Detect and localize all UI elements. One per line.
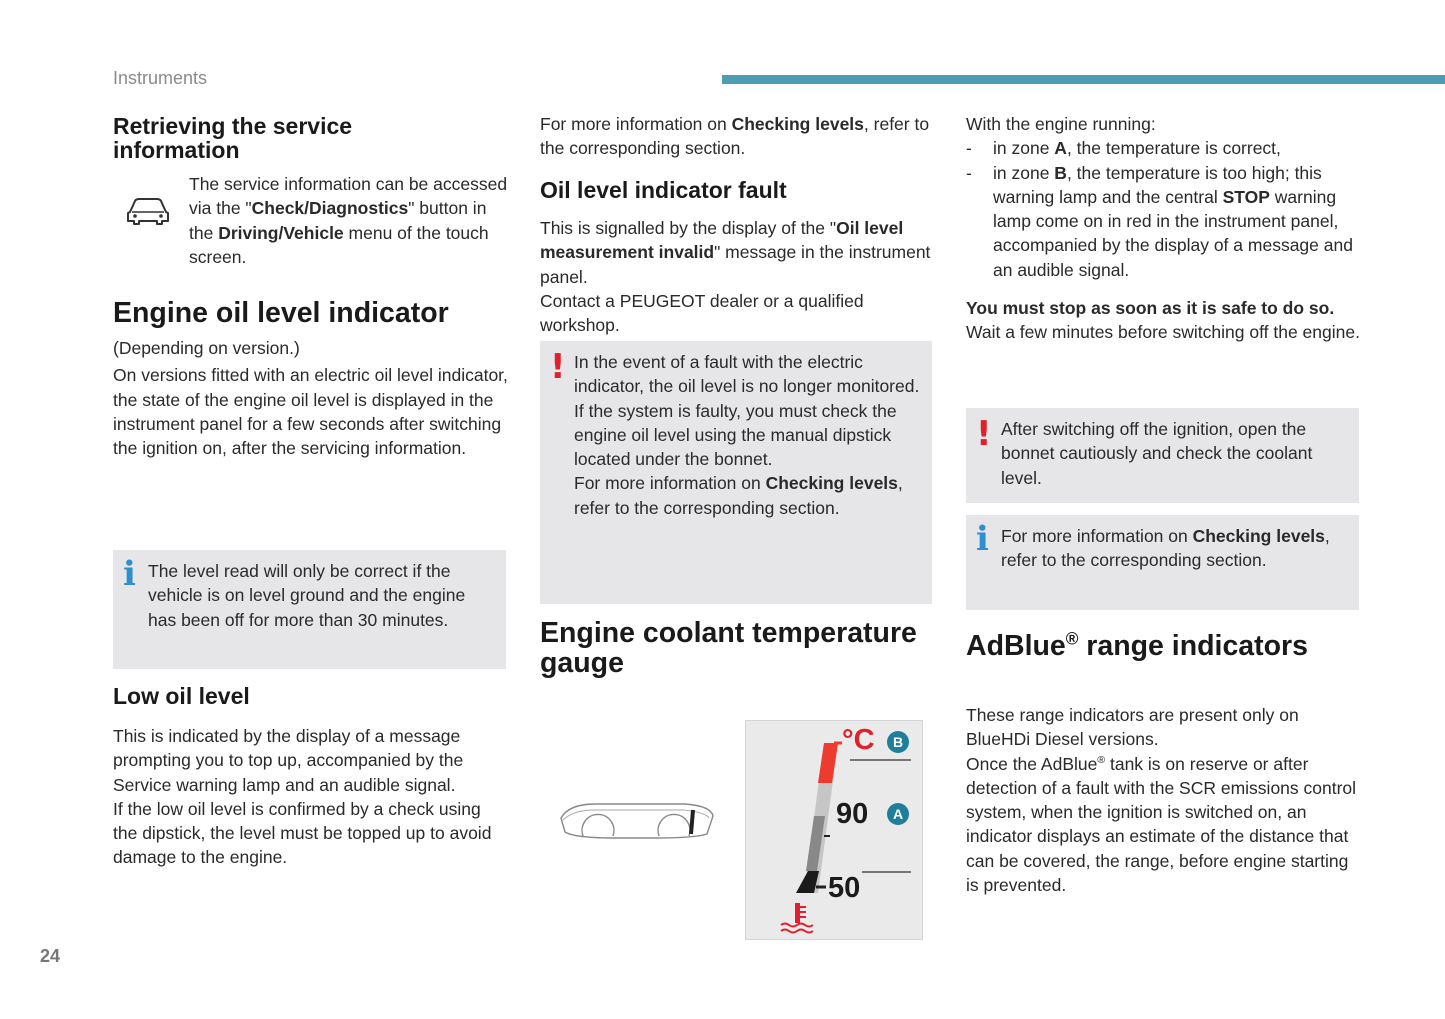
gauge-bars bbox=[746, 721, 922, 939]
car-service-icon bbox=[124, 192, 172, 228]
gauge-unit: °C bbox=[842, 724, 875, 756]
warning-box-fault bbox=[540, 341, 932, 604]
adblue-text: These range indicators are present only on BlueHDi Diesel versions. Once the AdBlue® tank is on reserve or after detection of a fault with the SCR emissions control system, when the ignition is switched on, an indicator displays an estimate of the distance that can be covered, the range, before engine starting is prevented. bbox=[966, 705, 1357, 896]
info-icon: i bbox=[123, 554, 136, 594]
warning-box-coolant bbox=[966, 408, 1359, 503]
info-box-text: The level read will only be correct if the vehicle is on level ground and the engine has been off for more than 30 minutes. bbox=[148, 561, 466, 630]
warning-icon: ! bbox=[976, 414, 992, 454]
dashboard-illustration bbox=[555, 796, 717, 848]
coolant-heading: Engine coolant temperature gauge bbox=[540, 617, 917, 679]
zone-b-badge: B bbox=[887, 731, 909, 753]
engine-running-text: With the engine running: - in zone A, the temperature is correct, - in zone B, the temperature is too high; this warning lamp and the central STOP warning lamp come on in red in the instrument panel, accompanied by the display of a message and an audible signal. bbox=[966, 112, 1361, 282]
warning-box-text: In the event of a fault with the electric indicator, the oil level is no longer monitored. If the system is faulty, you must check the engine oil level using the manual dipstick located under the bonnet. For more information on Checking levels, refer to the corresponding section. bbox=[574, 352, 920, 518]
info-box-checking-text: For more information on Checking levels, refer to the corresponding section. bbox=[1001, 526, 1330, 571]
info-box-level bbox=[113, 550, 506, 669]
section-title: Instruments bbox=[113, 68, 208, 88]
zone-a-item: - in zone A, the temperature is correct, bbox=[966, 136, 1361, 160]
low-oil-heading: Low oil level bbox=[113, 683, 250, 709]
zone-a-badge: A bbox=[887, 803, 909, 825]
retrieve-text: The service information can be accessed via the "Check/Diagnostics" button in the Driving/Vehicle menu of the touch screen. bbox=[189, 174, 508, 267]
adblue-heading: AdBlue® range indicators bbox=[966, 629, 1309, 662]
coolant-temperature-icon bbox=[778, 901, 818, 935]
fault-heading: Oil level indicator fault bbox=[540, 177, 787, 203]
page-number: 24 bbox=[40, 946, 61, 966]
info-box-checking bbox=[966, 515, 1359, 610]
warning-icon: ! bbox=[550, 347, 566, 387]
gauge-value-50: 50 bbox=[828, 872, 861, 904]
info-icon: i bbox=[976, 519, 989, 559]
low-oil-text: This is indicated by the display of a message prompting you to top up, accompanied by the Service warning lamp and an audible signal. If the low oil level is confirmed by a check using the dipstick, the level must be topped up to avoid damage to the engine. bbox=[113, 726, 492, 868]
coolant-gauge-panel bbox=[745, 720, 923, 940]
column-1 bbox=[113, 114, 508, 162]
more-info-text: For more information on Checking levels, refer to the corresponding section. bbox=[540, 114, 930, 159]
warning-box-coolant-text: After switching off the ignition, open the bonnet cautiously and check the coolant level. bbox=[1001, 419, 1313, 488]
retrieve-heading: Retrieving the service information bbox=[113, 113, 353, 163]
fault-text: This is signalled by the display of the "Oil level measurement invalid" message in the instrument panel. Contact a PEUGEOT dealer or a qualified workshop. bbox=[540, 218, 931, 336]
gauge-value-90: 90 bbox=[836, 798, 869, 830]
oil-indicator-heading: Engine oil level indicator bbox=[113, 297, 449, 329]
oil-indicator-text: (Depending on version.) On versions fitted with an electric oil level indicator, the state of the engine oil level is displayed in the instrument panel for a few seconds after switching the ignition on, after the servicing information. bbox=[113, 338, 508, 459]
stop-text: You must stop as soon as it is safe to do so. Wait a few minutes before switching off the engine. bbox=[966, 298, 1360, 343]
zone-b-item: - in zone B, the temperature is too high; this warning lamp and the central STOP warning lamp come on in red in the instrument panel, accompanied by the display of a message and an audible signal. bbox=[966, 161, 1361, 282]
header-accent-bar bbox=[722, 75, 1445, 84]
